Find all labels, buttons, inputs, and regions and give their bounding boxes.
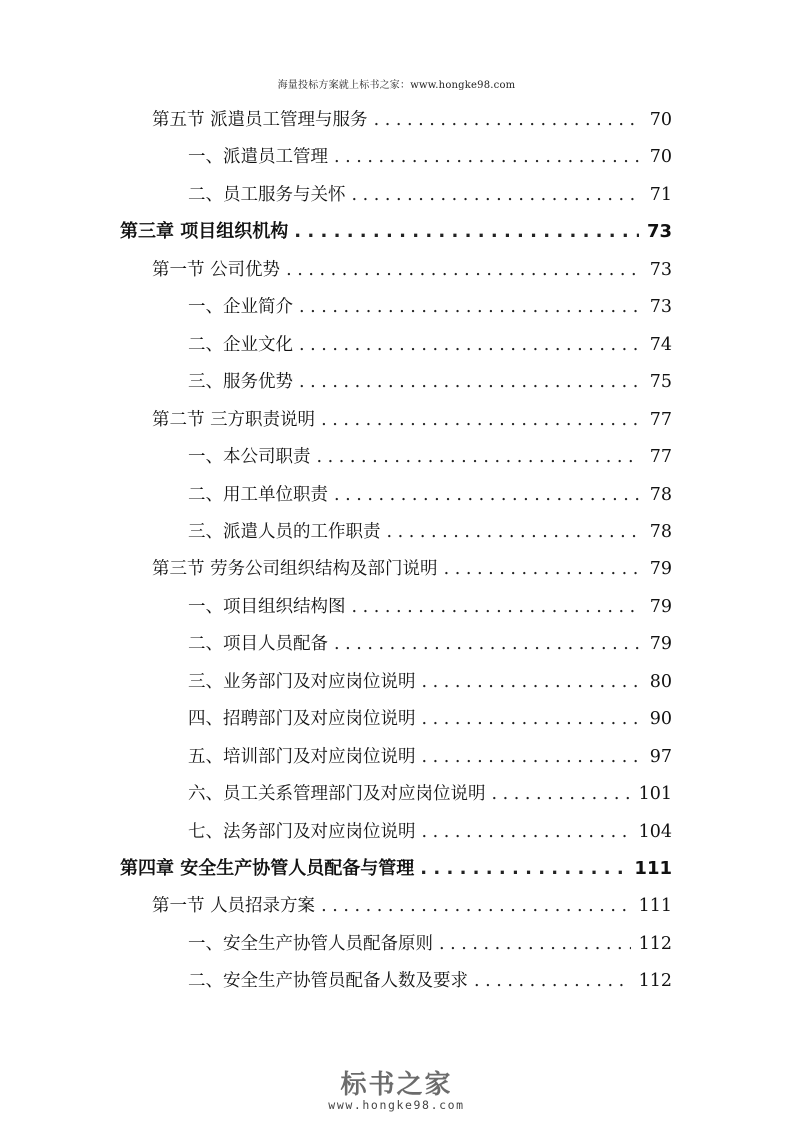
toc-entry-item[interactable] — [188, 779, 672, 809]
toc-entry-section[interactable] — [152, 554, 672, 584]
page-header: 海量投标方案就上标书之家：www.hongke98.com — [277, 80, 516, 91]
toc-leader-dots — [334, 480, 640, 510]
toc-entry-item[interactable] — [188, 292, 672, 322]
toc-entry-label: 一、派遣员工管理 — [188, 147, 328, 168]
toc-entry-label: 三、服务优势 — [188, 372, 293, 393]
toc-page-number: 90 — [649, 709, 672, 730]
toc-entry-label: 第一节 公司优势 — [152, 259, 281, 280]
toc-page-number: 78 — [649, 521, 672, 542]
toc-page-number: 77 — [649, 447, 672, 468]
toc-entry-item[interactable] — [188, 330, 672, 360]
toc-entry-item[interactable] — [188, 142, 672, 172]
toc-entry-label: 五、培训部门及对应岗位说明 — [188, 746, 416, 767]
toc-entry-label: 一、企业简介 — [188, 297, 293, 318]
toc-page-number: 101 — [638, 784, 672, 805]
toc-page-number: 73 — [649, 297, 672, 318]
toc-page-number: 74 — [649, 334, 672, 355]
toc-entry-label: 一、本公司职责 — [188, 447, 311, 468]
toc-leader-dots — [422, 667, 641, 697]
toc-entry-section[interactable] — [152, 255, 672, 285]
toc-entry-item[interactable] — [188, 817, 672, 847]
toc-entry-label: 第三节 劳务公司组织结构及部门说明 — [152, 559, 438, 580]
toc-leader-dots — [299, 367, 640, 397]
toc-leader-dots — [321, 405, 640, 435]
toc-entry-section[interactable] — [152, 891, 672, 921]
toc-leader-dots — [422, 704, 641, 734]
toc-leader-dots — [334, 142, 640, 172]
toc-page-number: 79 — [649, 634, 672, 655]
toc-leader-dots — [474, 966, 631, 996]
toc-entry-section[interactable] — [152, 405, 672, 435]
toc-entry-item[interactable] — [188, 667, 672, 697]
toc-leader-dots — [334, 629, 640, 659]
toc-leader-dots — [420, 854, 626, 884]
toc-page-number: 112 — [638, 971, 672, 992]
toc-entry-item[interactable] — [188, 592, 672, 622]
toc-page-number: 78 — [649, 484, 672, 505]
toc-entry-item[interactable] — [188, 742, 672, 772]
toc-entry-label: 第三章 项目组织机构 — [120, 221, 289, 243]
toc-page-number: 111 — [634, 858, 672, 879]
toc-page-number: 73 — [649, 259, 672, 280]
toc-page-number: 111 — [638, 896, 672, 917]
toc-leader-dots — [387, 517, 641, 547]
toc-entry-item[interactable] — [188, 517, 672, 547]
toc-entry-item[interactable] — [188, 480, 672, 510]
toc-page-number: 70 — [649, 147, 672, 168]
toc-page-number: 112 — [638, 933, 672, 954]
toc-entry-label: 一、项目组织结构图 — [188, 596, 346, 617]
toc-leader-dots — [299, 292, 640, 322]
toc-entry-label: 二、用工单位职责 — [188, 484, 328, 505]
toc-page-number: 75 — [649, 372, 672, 393]
toc-entry-label: 六、员工关系管理部门及对应岗位说明 — [188, 784, 486, 805]
toc-entry-label: 第五节 派遣员工管理与服务 — [152, 110, 368, 130]
toc-leader-dots — [374, 105, 640, 135]
toc-leader-dots — [439, 929, 631, 959]
footer-logo: 标书之家 — [340, 1070, 453, 1100]
toc-page-number: 79 — [649, 559, 672, 580]
toc-entry-label: 七、法务部门及对应岗位说明 — [188, 821, 416, 842]
toc-entry-item[interactable] — [188, 180, 672, 210]
toc-leader-dots — [352, 592, 641, 622]
toc-entry-item[interactable] — [188, 966, 672, 996]
toc-entry-label: 第四章 安全生产协管人员配备与管理 — [120, 858, 415, 879]
toc-entry-label: 二、员工服务与关怀 — [188, 184, 346, 205]
toc-entry-label: 第一节 人员招录方案 — [152, 896, 316, 917]
toc-leader-dots — [286, 255, 640, 285]
toc-entry-chapter[interactable] — [120, 217, 672, 247]
toc-page-number: 77 — [649, 409, 672, 430]
toc-entry-label: 第二节 三方职责说明 — [152, 409, 316, 430]
toc-entry-item[interactable] — [188, 629, 672, 659]
toc-page-number: 79 — [649, 596, 672, 617]
toc-page-number: 73 — [646, 221, 672, 243]
toc-entry-label: 二、安全生产协管员配备人数及要求 — [188, 971, 468, 992]
toc-entry-section[interactable] — [152, 105, 672, 135]
toc-entry-label: 四、招聘部门及对应岗位说明 — [188, 709, 416, 730]
toc-entry-label: 一、安全生产协管人员配备原则 — [188, 933, 433, 954]
toc-leader-dots — [492, 779, 631, 809]
toc-entry-label: 二、企业文化 — [188, 334, 293, 355]
toc-leader-dots — [317, 442, 641, 472]
toc-leader-dots — [422, 817, 631, 847]
toc-entry-label: 二、项目人员配备 — [188, 634, 328, 655]
toc-entry-item[interactable] — [188, 367, 672, 397]
toc-page-number: 80 — [649, 671, 672, 692]
footer-url: www.hongke98.com — [328, 1098, 465, 1112]
toc-leader-dots — [299, 330, 640, 360]
toc-entry-chapter[interactable] — [120, 854, 672, 884]
toc-leader-dots — [294, 217, 639, 247]
toc-leader-dots — [422, 742, 641, 772]
toc-leader-dots — [444, 554, 640, 584]
toc-leader-dots — [352, 180, 641, 210]
toc-page-number: 70 — [649, 110, 672, 130]
toc-entry-item[interactable] — [188, 929, 672, 959]
toc-page-number: 97 — [649, 746, 672, 767]
toc-page-number: 104 — [638, 821, 672, 842]
toc-page-number: 71 — [649, 184, 672, 205]
toc-entry-label: 三、派遣人员的工作职责 — [188, 521, 381, 542]
toc-entry-item[interactable] — [188, 704, 672, 734]
toc-entry-label: 三、业务部门及对应岗位说明 — [188, 671, 416, 692]
toc-leader-dots — [321, 891, 631, 921]
toc-entry-item[interactable] — [188, 442, 672, 472]
